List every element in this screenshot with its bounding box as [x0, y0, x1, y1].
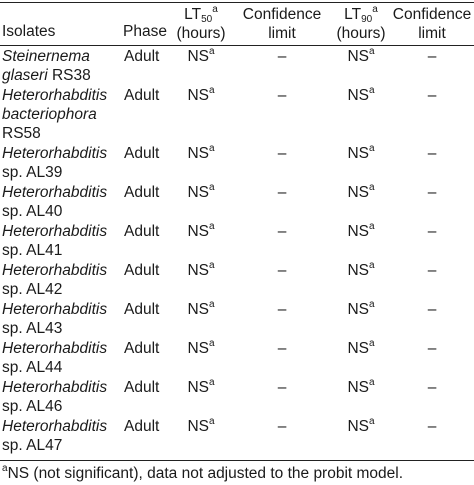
lt90-value: $NS^a$ — [347, 416, 375, 435]
lt90-value: $NS^a$ — [347, 182, 375, 201]
header-lt90: $LT_{90}^a$ (hours) — [336, 3, 386, 42]
phase-value: Adult — [124, 340, 160, 357]
phase-value: Adult — [124, 48, 160, 65]
phase-value: Adult — [124, 262, 160, 279]
lt50-value: $NS^a$ — [187, 260, 215, 279]
confidence-limit-50-value: – — [277, 379, 287, 396]
lt50-value: $NS^a$ — [187, 182, 215, 201]
confidence-limit-50-value: – — [277, 184, 287, 201]
confidence-limit-90-value: – — [427, 301, 437, 318]
lt90-value: $NS^a$ — [347, 299, 375, 318]
confidence-limit-50-value: – — [277, 418, 287, 435]
header-rule — [0, 45, 474, 46]
isolate-name: Heterorhabditis sp. AL41 — [2, 223, 108, 259]
isolate-name: Heterorhabditis sp. AL47 — [2, 418, 108, 454]
lt50-value: $NS^a$ — [187, 85, 215, 104]
lt50-value: $NS^a$ — [187, 46, 215, 65]
confidence-limit-90-value: – — [427, 145, 437, 162]
phase-value: Adult — [124, 145, 160, 162]
lt90-value: $NS^a$ — [347, 377, 375, 396]
table-footnote: $^a$NS (not significant), data not adjusted to the probit model. — [2, 463, 404, 482]
lt90-value: $NS^a$ — [347, 143, 375, 162]
isolate-name: Heterorhabditis sp. AL44 — [2, 340, 108, 376]
confidence-limit-90-value: – — [427, 418, 437, 435]
isolate-name: Heterorhabditis sp. AL43 — [2, 301, 108, 337]
isolate-name: Steinernema glaseri RS38 — [2, 48, 91, 84]
phase-value: Adult — [124, 87, 160, 104]
lt90-value: $NS^a$ — [347, 260, 375, 279]
phase-value: Adult — [124, 184, 160, 201]
confidence-limit-90-value: – — [427, 340, 437, 357]
header-phase: Phase — [123, 23, 167, 40]
phase-value: Adult — [124, 418, 160, 435]
isolate-name: Heterorhabditis bacteriophora RS58 — [2, 87, 108, 142]
lt90-value: $NS^a$ — [347, 85, 375, 104]
lt50-value: $NS^a$ — [187, 377, 215, 396]
lt50-value: $NS^a$ — [187, 221, 215, 240]
confidence-limit-50-value: – — [277, 262, 287, 279]
confidence-limit-90-value: – — [427, 379, 437, 396]
lt90-value: $NS^a$ — [347, 221, 375, 240]
confidence-limit-90-value: – — [427, 184, 437, 201]
phase-value: Adult — [124, 301, 160, 318]
lt50-value: $NS^a$ — [187, 338, 215, 357]
confidence-limit-90-value: – — [427, 87, 437, 104]
confidence-limit-50-value: – — [277, 87, 287, 104]
confidence-limit-90-value: – — [427, 262, 437, 279]
confidence-limit-90-value: – — [427, 223, 437, 240]
header-isolates: Isolates — [2, 23, 56, 40]
lt50-value: $NS^a$ — [187, 416, 215, 435]
lt50-value: $NS^a$ — [187, 299, 215, 318]
table-bottom-rule — [0, 460, 474, 461]
isolate-name: Heterorhabditis sp. AL40 — [2, 184, 108, 220]
header-confidence-limit-50: Confidence limit — [242, 5, 322, 42]
lt90-value: $NS^a$ — [347, 338, 375, 357]
lt50-value: $NS^a$ — [187, 143, 215, 162]
isolate-name: Heterorhabditis sp. AL46 — [2, 379, 108, 415]
confidence-limit-50-value: – — [277, 223, 287, 240]
header-lt50: $LT_{50}^a$ (hours) — [176, 3, 226, 42]
isolate-name: Heterorhabditis sp. AL39 — [2, 145, 108, 181]
phase-value: Adult — [124, 379, 160, 396]
confidence-limit-50-value: – — [277, 340, 287, 357]
header-confidence-limit-90: Confidence limit — [392, 5, 472, 42]
confidence-limit-50-value: – — [277, 48, 287, 65]
confidence-limit-90-value: – — [427, 48, 437, 65]
confidence-limit-50-value: – — [277, 301, 287, 318]
phase-value: Adult — [124, 223, 160, 240]
confidence-limit-50-value: – — [277, 145, 287, 162]
isolate-name: Heterorhabditis sp. AL42 — [2, 262, 108, 298]
lt90-value: $NS^a$ — [347, 46, 375, 65]
